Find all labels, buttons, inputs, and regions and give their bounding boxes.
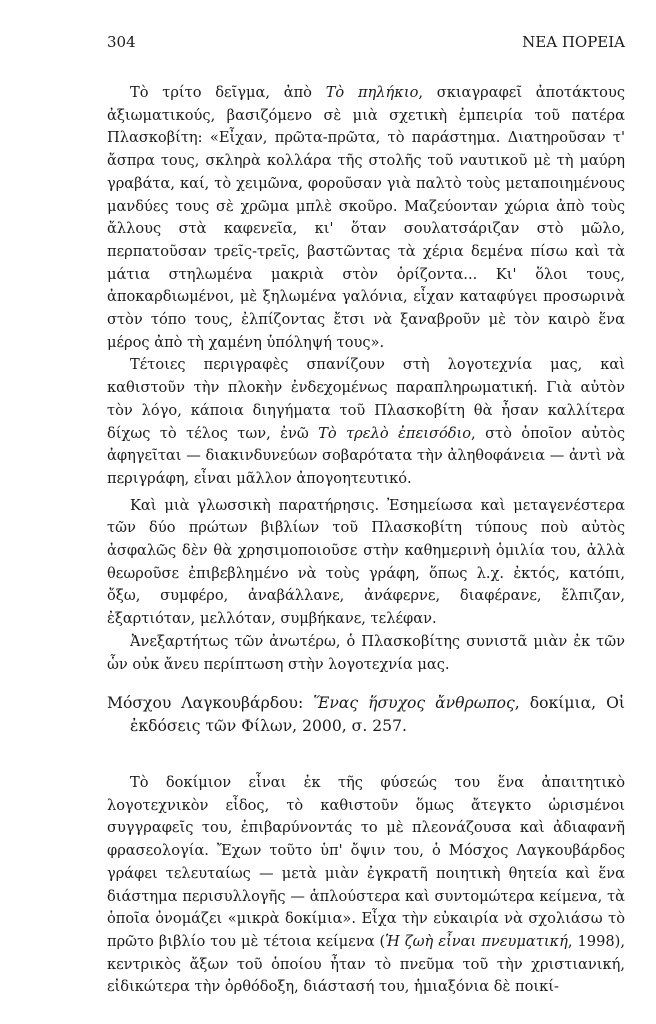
reference-line: Μόσχου Λαγκουβάρδου: Ἕνας ἥσυχος ἄνθρωπος, δοκίμια, Οἱ ἐκδόσεις τῶν Φίλων, 2000, σ. 257. [107,694,625,736]
book-reference [107,692,625,739]
paragraph: Τέτοιες περιγραφὲς σπανίζουν στὴ λογοτεχνία μας, καὶ καθιστοῦν τὴν πλοκὴν ἐνδεχομένως παραπληρωματική. Γιὰ αὐτὸν τὸν λόγο, κάποια διηγήματα τοῦ Πλασκοβίτη θὰ ἦσαν καλλίτερα δίχως τὸ τέλος των, ἐνῶ Τὸ τρελὸ ἐπεισόδιο, στὸ ὁποῖον αὐτὸς ἀφηγεῖται — διακινδυνεύων σοβαρότατα τὴν ἀληθοφάνεια — ἀντὶ νὰ περιγράφη, εἶναι μᾶλλον ἀπογοητευτικό. [107,356,625,487]
page-number: 304 [107,33,136,51]
running-title: ΝΕΑ ΠΟΡΕΙΑ [522,33,625,51]
paragraph: Τὸ δοκίμιον εἶναι ἐκ τῆς φύσεώς του ἕνα ἀπαιτητικὸ λογοτεχνικὸν εἶδος, τὸ καθιστοῦν ὅμως ἄτεγκτο ὡρισμένοι συγγραφεῖς του, ἐπιβαρύνοντάς το μὲ πλεονάζουσα καὶ ἀδιαφανῆ φρασεολογία. Ἔχων τοῦτο ὑπ' ὄψιν του, ὁ Μόσχος Λαγκουβάρδος γράφει τελευταίως — μετὰ μιὰν ἐγκρατῆ ποιητικὴ θητεία καὶ ἕνα διάστημα περισυλλογῆς — ἁπλούστερα καὶ συντομώτερα κείμενα, τὰ ὁποῖα ὀνομάζει «μικρὰ δοκίμια». Εἶχα τὴν εὐκαιρία νὰ σχολιάσω τὸ πρῶτο βιβλίο του μὲ τέτοια κείμενα (Ἡ ζωὴ εἶναι πνευματική, 1998), κεντρικὸς ἄξων τοῦ ὁποίου ἦταν τὸ πνεῦμα τοῦ τὴν χριστιανική, εἰδικώτερα τὴν ὀρθόδοξη, διάστασή του, ἡμιαξόνια δὲ ποικί- [107,774,625,996]
page-header [107,33,625,51]
italic-title: Ἕνας ἥσυχος ἄνθρωπος [313,694,515,712]
review-section-1 [107,82,625,676]
paragraph: Ἀνεξαρτήτως τῶν ἀνωτέρω, ὁ Πλασκοβίτης συνιστᾶ μιὰν ἐκ τῶν ὧν οὐκ ἄνευ περίπτωση στὴν λογοτεχνία μας. [107,632,625,673]
italic-title: Τὸ πηλήκιο [325,84,419,101]
paragraph: Καὶ μιὰ γλωσσικὴ παρατήρησις. Ἐσημείωσα καὶ μεταγενέστερα τῶν δύο πρώτων βιβλίων τοῦ Πλασκοβίτη τύπους ποὺ αὐτὸς ἀσφαλῶς δὲν θὰ χρησιμοποιοῦσε στὴν καθημερινὴ ὁμιλία του, ἀλλὰ θεωροῦσε ἐπιβεβλημένο νὰ τοὺς γράφη, ὅπως λ.χ. ἐκτός, κατόπι, ὄξω, συμφέρο, ἀναβάλλανε, ἀνάφερνε, διαφέρανε, ἔλπιζαν, ἐξαρτιόταν, μελλόταν, συμβήκανε, τελέφαν. [107,496,625,628]
italic-title: Τὸ τρελὸ ἐπεισόδιο [318,424,472,442]
review-section-2 [107,772,625,999]
italic-title: Ἡ ζωὴ εἶναι πνευματική [385,932,568,950]
paragraph: Τὸ τρίτο δεῖγμα, ἀπὸ Τὸ πηλήκιο, σκιαγραφεῖ ἀποτάκτους ἀξιωματικούς, βασιζόμενο σὲ μιὰ σχετικὴ ἐμπειρία τοῦ πατέρα Πλασκοβίτη: «Εἶχαν, πρῶτα-πρῶτα, τὸ παράστημα. Διατηροῦσαν τ' ἄσπρα τους, σκληρὰ κολλάρα τῆς στολῆς τοῦ ναυτικοῦ μὲ τὴ μαύρη γραβάτα, καί, τὸ χειμῶνα, φοροῦσαν γιὰ παλτὸ τοὺς μεταποιημένους μανδύες τους σὲ χρῶμα μπλὲ σκοῦρο. Μαζεύονταν χώρια ἀπὸ τοὺς ἄλλους στὰ καφενεῖα, κι' ὅταν σουλατσάριζαν στὸ μῶλο, περπατοῦσαν τρεῖς-τρεῖς, βαστῶντας τὰ χέρια δεμένα πίσω καὶ τὰ μάτια στηλωμένα μακριὰ στὸν ὁρίζοντα... Κι' ὅλοι τους, ἀποκαρδιωμένοι, μὲ ξηλωμένα γαλόνια, εἶχαν καταφύγει προσωρινὰ στὸν τόπο τους, ἐλπίζοντας ἔτσι νὰ ξαναβροῦν μὲ τὸν καιρὸ ἕνα μέρος ἀπὸ τὴ χαμένη ὑπόληψή τους». [107,84,625,351]
